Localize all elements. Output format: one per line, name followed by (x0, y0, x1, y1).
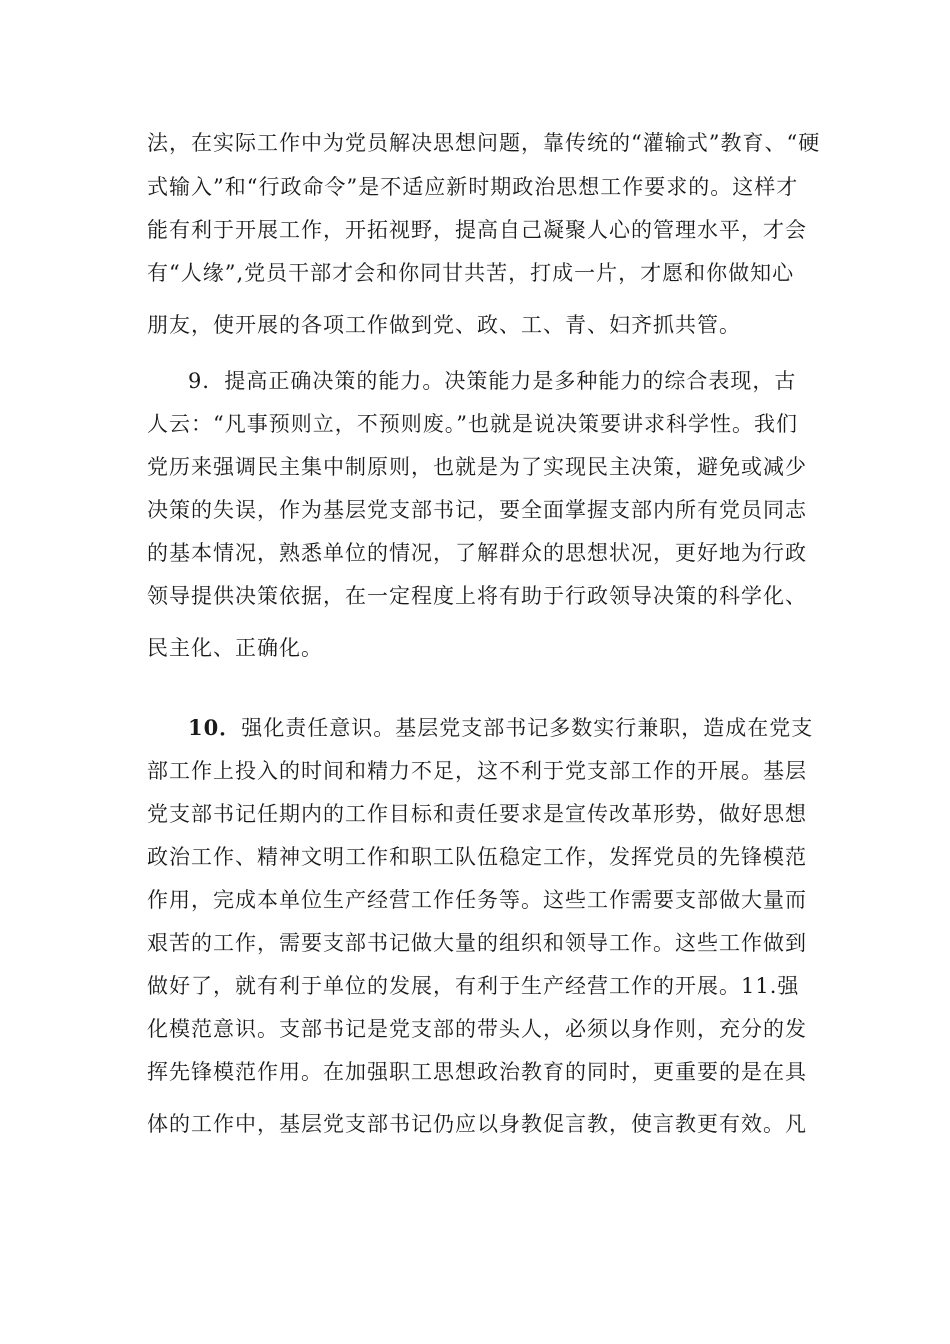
paragraph-line: 党支部书记任期内的工作目标和责任要求是宣传改革形势，做好思想 (147, 802, 807, 826)
paragraph-line: 挥先锋模范作用。在加强职工思想政治教育的同时，更重要的是在具 (147, 1060, 807, 1084)
paragraph-line: 部工作上投入的时间和精力不足，这不利于党支部工作的开展。基层 (147, 759, 807, 783)
paragraph-text: 强化责任意识。基层党支部书记多数实行兼职，造成在党支 (241, 716, 814, 740)
paragraph-line: 艰苦的工作，需要支部书记做大量的组织和领导工作。这些工作做到 (147, 931, 807, 955)
paragraph-line: 做好了，就有利于单位的发展，有利于生产经营工作的开展。11.强 (147, 974, 800, 998)
paragraph-line: 有“人缘”,党员干部才会和你同甘共苦，打成一片，才愿和你做知心 (147, 261, 795, 285)
section-number: 10． (188, 715, 242, 740)
paragraph-line: 式输入”和“行政命令”是不适应新时期政治思想工作要求的。这样才 (147, 175, 799, 199)
paragraph-line: 作用，完成本单位生产经营工作任务等。这些工作需要支部做大量而 (147, 888, 807, 912)
paragraph-line: 领导提供决策依据，在一定程度上将有助于行政领导决策的科学化、 (147, 584, 807, 608)
paragraph-line: 的基本情况，熟悉单位的情况，了解群众的思想状况，更好地为行政 (147, 541, 807, 565)
paragraph-line: 9．提高正确决策的能力。决策能力是多种能力的综合表现，古 (188, 369, 797, 393)
paragraph-line: 法，在实际工作中为党员解决思想问题，靠传统的“灌输式”教育、“硬 (147, 131, 821, 155)
paragraph-line: 化模范意识。支部书记是党支部的带头人，必须以身作则，充分的发 (147, 1017, 807, 1041)
paragraph-line: 决策的失误，作为基层党支部书记，要全面掌握支部内所有党员同志 (147, 498, 807, 522)
paragraph-line: 能有利于开展工作，开拓视野，提高自己凝聚人心的管理水平，才会 (147, 218, 807, 242)
paragraph-line: 体的工作中，基层党支部书记仍应以身教促言教，使言教更有效。凡 (147, 1112, 807, 1136)
paragraph-line: 人云：“凡事预则立，不预则废。”也就是说决策要讲求科学性。我们 (147, 412, 798, 436)
section-10-first-line (188, 711, 814, 745)
paragraph-line: 朋友，使开展的各项工作做到党、政、工、青、妇齐抓共管。 (147, 313, 741, 337)
paragraph-line: 党历来强调民主集中制原则，也就是为了实现民主决策，避免或减少 (147, 455, 807, 479)
paragraph-line: 民主化、正确化。 (147, 636, 323, 660)
paragraph-line: 政治工作、精神文明工作和职工队伍稳定工作，发挥党员的先锋模范 (147, 845, 807, 869)
